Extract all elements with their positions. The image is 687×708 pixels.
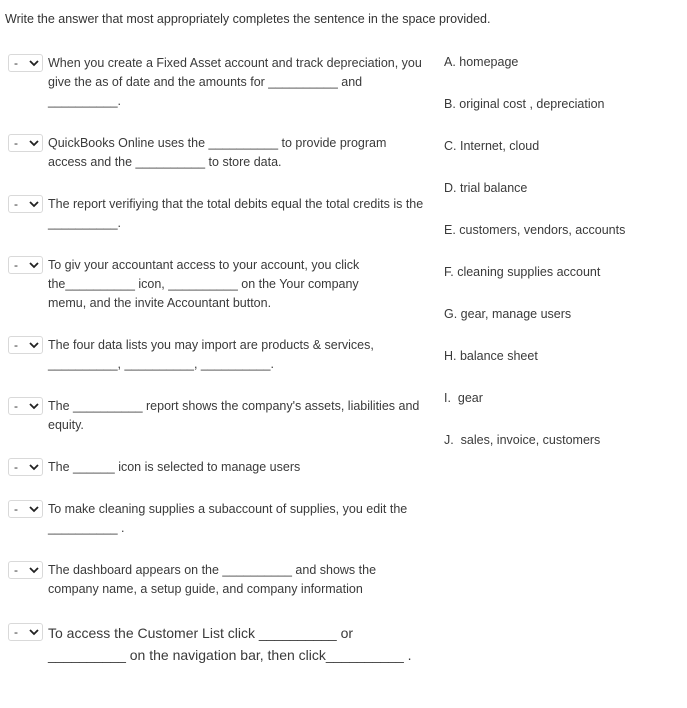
question-text: To giv your accountant access to your account, you click the__________ icon, __________ on the Your company memu, and the invite Accountant button. xyxy=(48,258,360,310)
question-text: The four data lists you may import are products & services, __________, __________, __________. xyxy=(48,338,374,371)
chevron-down-icon xyxy=(29,342,39,349)
answer-select-4[interactable] xyxy=(8,256,43,274)
question-text: The report verifiying that the total debits equal the total credits is the __________. xyxy=(48,197,424,230)
question-text: The __________ report shows the company's assets, liabilities and equity. xyxy=(48,399,420,432)
chevron-down-icon xyxy=(29,629,39,636)
select-value: - xyxy=(14,136,18,150)
question-text: To make cleaning supplies a subaccount of supplies, you edit the __________ . xyxy=(48,502,408,535)
answer-option-c: C. Internet, cloud xyxy=(444,139,540,153)
chevron-down-icon xyxy=(29,567,39,574)
chevron-down-icon xyxy=(29,201,39,208)
select-value: - xyxy=(14,258,18,272)
answer-select-5[interactable] xyxy=(8,336,43,354)
answer-option-a: A. homepage xyxy=(444,55,519,69)
select-value: - xyxy=(14,399,18,413)
select-value: - xyxy=(14,625,18,639)
answer-select-7[interactable] xyxy=(8,458,43,476)
answer-option-f: F. cleaning supplies account xyxy=(444,265,601,279)
question-text: When you create a Fixed Asset account and track depreciation, you give the as of date and the amounts for __________ and __________. xyxy=(48,56,422,108)
answer-select-9[interactable] xyxy=(8,561,43,579)
answer-select-3[interactable] xyxy=(8,195,43,213)
answer-select-1[interactable] xyxy=(8,54,43,72)
question-text: The ______ icon is selected to manage users xyxy=(48,460,301,474)
answer-option-h: H. balance sheet xyxy=(444,349,538,363)
chevron-down-icon xyxy=(29,262,39,269)
select-value: - xyxy=(14,338,18,352)
answer-option-b: B. original cost , depreciation xyxy=(444,97,605,111)
select-value: - xyxy=(14,56,18,70)
answer-option-g: G. gear, manage users xyxy=(444,307,572,321)
answer-option-j: J. sales, invoice, customers xyxy=(444,433,601,447)
chevron-down-icon xyxy=(29,506,39,513)
select-value: - xyxy=(14,563,18,577)
select-value: - xyxy=(14,197,18,211)
select-value: - xyxy=(14,460,18,474)
answer-option-d: D. trial balance xyxy=(444,181,528,195)
answer-option-e: E. customers, vendors, accounts xyxy=(444,223,626,237)
answer-option-i: I. gear xyxy=(444,391,483,405)
answer-select-10[interactable] xyxy=(8,623,43,641)
answer-select-6[interactable] xyxy=(8,397,43,415)
chevron-down-icon xyxy=(29,140,39,147)
answer-select-8[interactable] xyxy=(8,500,43,518)
select-value: - xyxy=(14,502,18,516)
question-text: QuickBooks Online uses the __________ to provide program access and the __________ to store data. xyxy=(48,136,387,169)
question-text: The dashboard appears on the __________ and shows the company name, a setup guide, and company information xyxy=(48,563,377,596)
chevron-down-icon xyxy=(29,403,39,410)
answer-select-2[interactable] xyxy=(8,134,43,152)
question-text: To access the Customer List click __________ or __________ on the navigation bar, then click__________ . xyxy=(48,625,412,663)
chevron-down-icon xyxy=(29,464,39,471)
instructions: Write the answer that most appropriately completes the sentence in the space provided. xyxy=(5,12,491,26)
chevron-down-icon xyxy=(29,60,39,67)
